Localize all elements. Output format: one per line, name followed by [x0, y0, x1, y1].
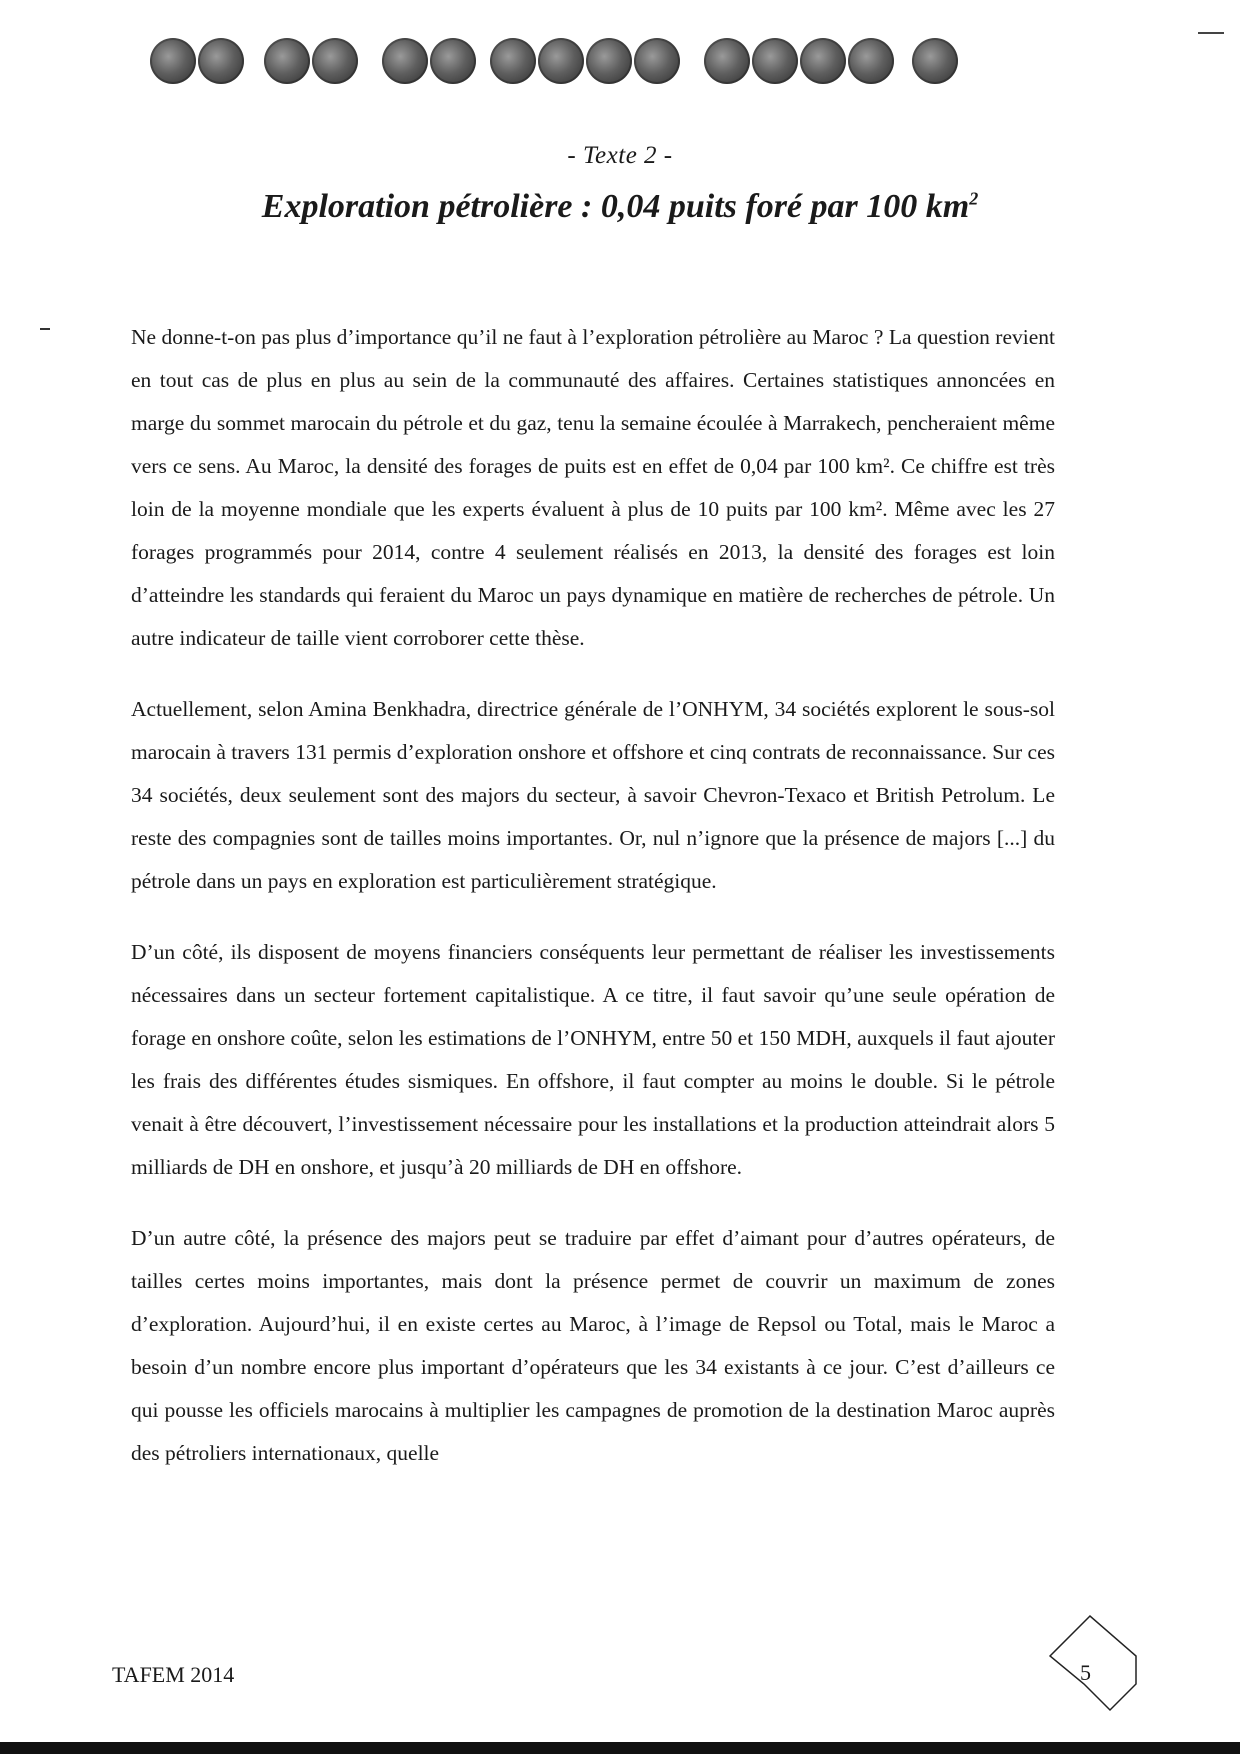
decorative-dot: [586, 38, 632, 84]
decorative-dot: [312, 38, 358, 84]
document-header: [0, 142, 1240, 226]
decorative-dot: [752, 38, 798, 84]
decorative-dot: [150, 38, 196, 84]
paragraph: D’un côté, ils disposent de moyens financiers conséquents leur permettant de réaliser les investissements nécessaires dans un secteur fortement capitalistique. A ce titre, il faut savoir qu’une seule opération de forage en onshore coûte, selon les estimations de l’ONHYM, entre 50 et 150 MDH, auxquels il faut ajouter les frais des différentes études sismiques. En offshore, il faut compter au moins le double. Si le pétrole venait à être découvert, l’investissement nécessaire pour les installations et la production atteindrait alors 5 milliards de DH en onshore, et jusqu’à 20 milliards de DH en offshore.: [131, 940, 1055, 1179]
paragraph: Ne donne-t-on pas plus d’importance qu’il ne faut à l’exploration pétrolière au Maroc ? La question revient en tout cas de plus en plus au sein de la communauté des affaires. Certaines statistiques annoncées en marge du sommet marocain du pétrole et du gaz, tenu la semaine écoulée à Marrakech, pencheraient même vers ce sens. Au Maroc, la densité des forages de puits est en effet de 0,04 par 100 km². Ce chiffre est très loin de la moyenne mondiale que les experts évaluent à plus de 10 puits par 100 km². Même avec les 27 forages programmés pour 2014, contre 4 seulement réalisés en 2013, la densité des forages est loin d’atteindre les standards qui feraient du Maroc un pays dynamique en matière de recherches de pétrole. Un autre indicateur de taille vient corroborer cette thèse.: [131, 325, 1055, 650]
article-title-text: Exploration pétrolière : 0,04 puits foré par 100 km: [261, 188, 970, 225]
decorative-dot: [704, 38, 750, 84]
article-title: [0, 188, 1240, 226]
decorative-dot: [264, 38, 310, 84]
decorative-dot: [430, 38, 476, 84]
decorative-dot: [800, 38, 846, 84]
decorative-dot: [490, 38, 536, 84]
margin-mark: [40, 328, 50, 330]
paragraph: D’un autre côté, la présence des majors peut se traduire par effet d’aimant pour d’autres opérateurs, de tailles certes moins importantes, mais dont la présence permet de couvrir un maximum de zones d’exploration. Aujourd’hui, il en existe certes au Maroc, à l’image de Repsol ou Total, mais le Maroc a besoin d’un nombre encore plus important d’opérateurs que les 34 existants à ce jour. C’est d’ailleurs ce qui pousse les officiels marocains à multiplier les campagnes de promotion de la destination Maroc auprès des pétroliers internationaux, quelle: [131, 1226, 1055, 1465]
article-body: [131, 316, 1055, 1503]
decorative-dot: [382, 38, 428, 84]
decorative-dot: [634, 38, 680, 84]
footer-label: TAFEM 2014: [112, 1662, 235, 1687]
title-superscript: 2: [969, 188, 979, 209]
decorative-dot-row: [150, 38, 1060, 88]
page-number: 5: [1080, 1660, 1091, 1685]
decorative-dot: [912, 38, 958, 84]
corner-mark: [1198, 32, 1224, 34]
text-number-label: - Texte 2 -: [567, 142, 673, 169]
bottom-border: [0, 1742, 1240, 1754]
decorative-dot: [198, 38, 244, 84]
decorative-dot: [848, 38, 894, 84]
paragraph: Actuellement, selon Amina Benkhadra, directrice générale de l’ONHYM, 34 sociétés explorent le sous-sol marocain à travers 131 permis d’exploration onshore et offshore et cinq contrats de reconnaissance. Sur ces 34 sociétés, deux seulement sont des majors du secteur, à savoir Chevron-Texaco et British Petrolum. Le reste des compagnies sont de tailles moins importantes. Or, nul n’ignore que la présence de majors [...] du pétrole dans un pays en exploration est particulièrement stratégique.: [131, 697, 1055, 893]
decorative-dot: [538, 38, 584, 84]
